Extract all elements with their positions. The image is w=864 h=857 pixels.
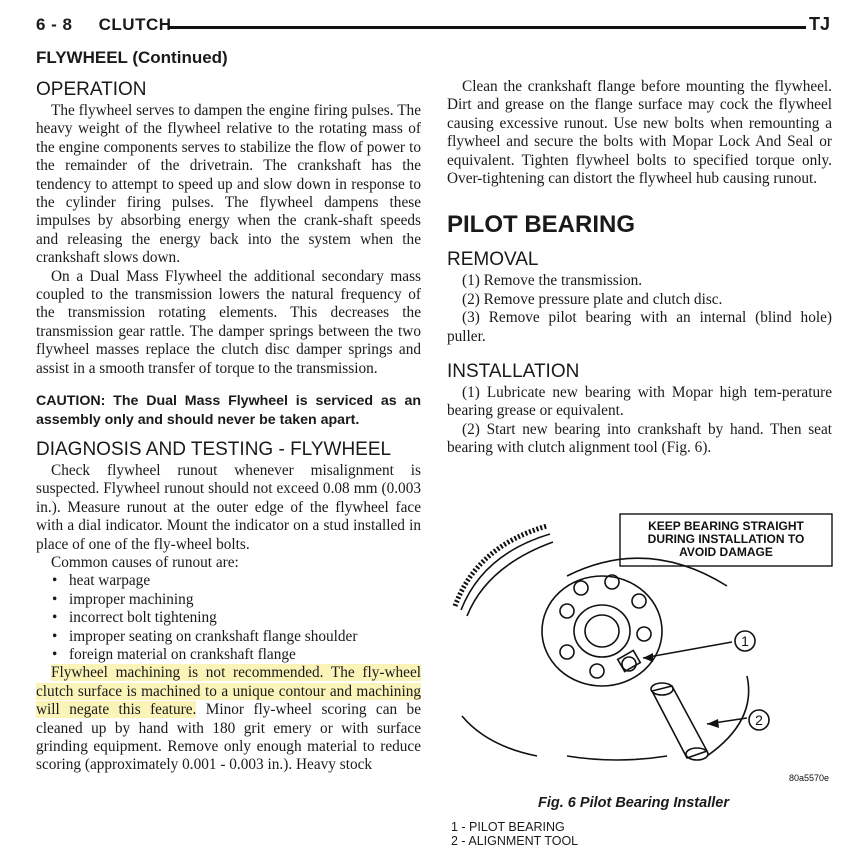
install-step: (2) Start new bearing into crankshaft by hand. Then seat bearing with clutch alignment tool (Fig. 6). bbox=[447, 420, 832, 457]
causes-intro: Common causes of runout are: bbox=[51, 553, 239, 571]
page-section-header: 6 - 8 CLUTCH bbox=[36, 15, 172, 34]
list-item: • improper seating on crankshaft flange shoulder bbox=[36, 628, 421, 646]
list-item: • heat warpage bbox=[36, 572, 421, 590]
removal-step: (2) Remove pressure plate and clutch disc. bbox=[462, 290, 723, 308]
diagnosis-heading: DIAGNOSIS AND TESTING - FLYWHEEL bbox=[36, 438, 392, 460]
page-subtitle: FLYWHEEL (Continued) bbox=[36, 48, 228, 67]
machining-paragraph bbox=[36, 664, 421, 774]
callout-line: KEEP BEARING STRAIGHT bbox=[648, 519, 804, 533]
list-item: • improper machining bbox=[36, 591, 421, 609]
left-column bbox=[36, 78, 421, 775]
pilot-bearing-heading: PILOT BEARING bbox=[447, 211, 636, 239]
install-step: (1) Lubricate new bearing with Mopar high tem-perature bearing grease or equivalent. bbox=[447, 384, 832, 420]
header-rule bbox=[168, 26, 806, 29]
removal-step: (1) Remove the transmission. bbox=[462, 272, 643, 290]
caution-note: CAUTION: The Dual Mass Flywheel is serviced as an assembly only and should never be taken apart. bbox=[36, 393, 421, 428]
list-item: • foreign material on crankshaft flange bbox=[36, 646, 421, 664]
list-item: • incorrect bolt tightening bbox=[36, 609, 421, 627]
causes-list bbox=[36, 572, 421, 664]
operation-paragraph-2: On a Dual Mass Flywheel the additional secondary mass coupled to the transmission lowers the natural frequency of the transmission rotating elements. This decreases the transmission gear rattle. The damper springs between the two flywheel masses replace the clutch disc damper springs and assist in a smooth transfer of torque to the transmission. bbox=[36, 267, 421, 377]
figure-label-2: 2 bbox=[755, 712, 763, 728]
figure-legend-item: 1 - PILOT BEARING bbox=[451, 820, 565, 834]
installation-heading: INSTALLATION bbox=[447, 361, 580, 383]
highlighted-text: Flywheel machining is not recommended. The fly-wheel clutch surface is machined to a unique contour and machining will negate this feature. bbox=[36, 664, 421, 719]
removal-heading: REMOVAL bbox=[447, 249, 539, 271]
removal-step: (3) Remove pilot bearing with an internal (blind hole) puller. bbox=[447, 309, 832, 345]
diagnosis-paragraph: Check flywheel runout whenever misalignment is suspected. Flywheel runout should not exceed 0.08 mm (0.003 in.). Measure runout at the outer edge of the flywheel face with a dial indicator. Mount the indicator on a stud installed in place of one of the fly-wheel bolts. bbox=[36, 461, 421, 553]
operation-paragraph-1: The flywheel serves to dampen the engine firing pulses. The heavy weight of the flywheel relative to the rotating mass of the engine components serves to stabilize the flow of power to the remainder of the drivetrain. The crankshaft has the tendency to attempt to speed up and slow down in response to the cylinder firing pulses. The flywheel dampens these impulses by absorbing energy when the crank-shaft speeds and releasing the energy back into the system when the crankshaft slows down. bbox=[36, 102, 421, 267]
callout-line: AVOID DAMAGE bbox=[679, 545, 773, 559]
figure-caption: Fig. 6 Pilot Bearing Installer bbox=[538, 795, 729, 811]
pilot-bearing-figure bbox=[447, 506, 837, 791]
figure-code: 80a5570e bbox=[788, 773, 830, 783]
machining-text: Minor fly-wheel scoring can be cleaned up by hand with 180 grit emery or with surface grinding equipment. Remove only enough material to reduce scoring (approximately 0.001 - 0.003 in.). Heavy stock bbox=[36, 701, 421, 774]
figure-label-1: 1 bbox=[741, 633, 749, 649]
continued-paragraph: Clean the crankshaft flange before mounting the flywheel. Dirt and grease on the flange surface may cock the flywheel causing excessive runout. Use new bolts when remounting a flywheel and secure the bolts with Mopar Lock And Seal or equivalent. Tighten flywheel bolts to specified torque only. Over-tightening can distort the flywheel hub causing runout. bbox=[447, 78, 832, 188]
figure-legend-item: 2 - ALIGNMENT TOOL bbox=[451, 834, 579, 848]
operation-heading: OPERATION bbox=[36, 79, 147, 100]
right-column bbox=[447, 78, 832, 458]
model-header: TJ bbox=[808, 14, 830, 34]
callout-line: DURING INSTALLATION TO bbox=[647, 532, 805, 546]
